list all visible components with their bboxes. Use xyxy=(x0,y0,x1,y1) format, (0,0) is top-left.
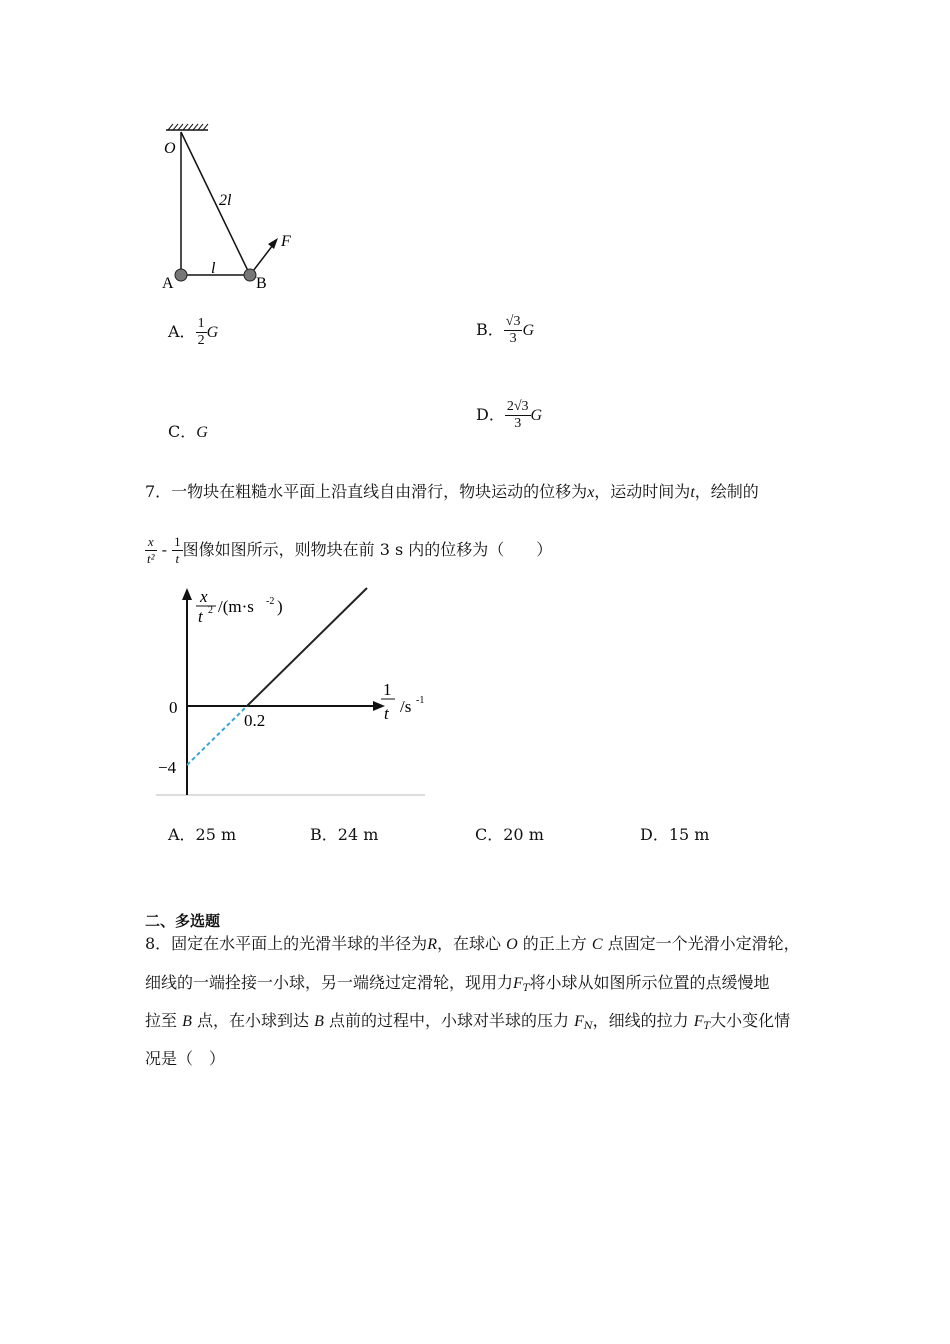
origin-label: 0 xyxy=(169,698,178,717)
x-label-num: 1 xyxy=(383,680,392,699)
label-O: O xyxy=(164,140,176,157)
q8-line1: 8．固定在水平面上的光滑半球的半径为R，在球心 O 的正上方 C 点固定一个光滑小定滑轮， xyxy=(145,934,800,953)
y-label-num: x xyxy=(200,587,208,606)
q6-figure xyxy=(150,120,310,295)
label-l: l xyxy=(211,260,216,277)
y-label-unit-close: ) xyxy=(277,597,283,616)
ball-A xyxy=(175,269,187,281)
q7-option-a[interactable]: A．25 m xyxy=(168,825,237,844)
q7-option-d[interactable]: D．15 m xyxy=(640,825,710,844)
y-label-den: t xyxy=(198,607,203,626)
q7-stem-line1: 7．一物块在粗糙水平面上沿直线自由滑行，物块运动的位移为x，运动时间为t，绘制的 xyxy=(145,482,759,501)
section-heading: 二、多选题 xyxy=(145,912,221,930)
rod-OB xyxy=(181,132,250,275)
y-label-den-sup: 2 xyxy=(208,605,213,616)
q6-option-c[interactable]: C．G xyxy=(168,422,208,441)
q7-stem-line2: $\frac{x}{\text{t²}}$ - $\frac{1}{t}$ 图像如图所示，则物块在前 3 s 内的位移为（ ） xyxy=(147,534,553,566)
y-label-unit-sup: -2 xyxy=(266,596,275,607)
label-2l: 2l xyxy=(219,192,232,209)
label-A: A xyxy=(162,275,174,292)
ball-B xyxy=(244,269,256,281)
q7-option-c[interactable]: C．20 m xyxy=(475,825,544,844)
q8-line3: 拉至 B 点，在小球到达 B 点前的过程中，小球对半球的压力 $F_N$，细线的拉力 $F_T$大小变化情 xyxy=(145,1011,791,1032)
q6-option-b[interactable]: B． $\frac{√3}{3}$ G xyxy=(476,314,535,346)
label-B: B xyxy=(256,275,267,292)
y-label-unit: /(m·s xyxy=(218,597,254,616)
x-label-den: t xyxy=(384,704,389,723)
q8-line4: 况是（ ） xyxy=(145,1049,226,1068)
q6-option-d[interactable]: D． $\frac{2√3}{3}$ G xyxy=(476,399,543,431)
x-label-unit-sup: -1 xyxy=(416,695,425,706)
y-tick-label: −4 xyxy=(158,758,177,777)
q8-line2: 细线的一端拴接一小球，另一端绕过定滑轮，现用力$F_T$将小球从如图所示位置的点缓慢地 xyxy=(145,973,770,994)
q7-option-b[interactable]: B．24 m xyxy=(310,825,379,844)
label-F: F xyxy=(281,233,291,250)
x-tick-label: 0.2 xyxy=(244,711,266,730)
q6-option-a[interactable]: A． $\frac{1}{2}$ G xyxy=(168,316,219,348)
series-line-extrapolated xyxy=(187,706,247,765)
x-label-unit: /s xyxy=(400,697,412,716)
q7-chart xyxy=(150,585,440,800)
series-line-measured xyxy=(247,588,367,706)
